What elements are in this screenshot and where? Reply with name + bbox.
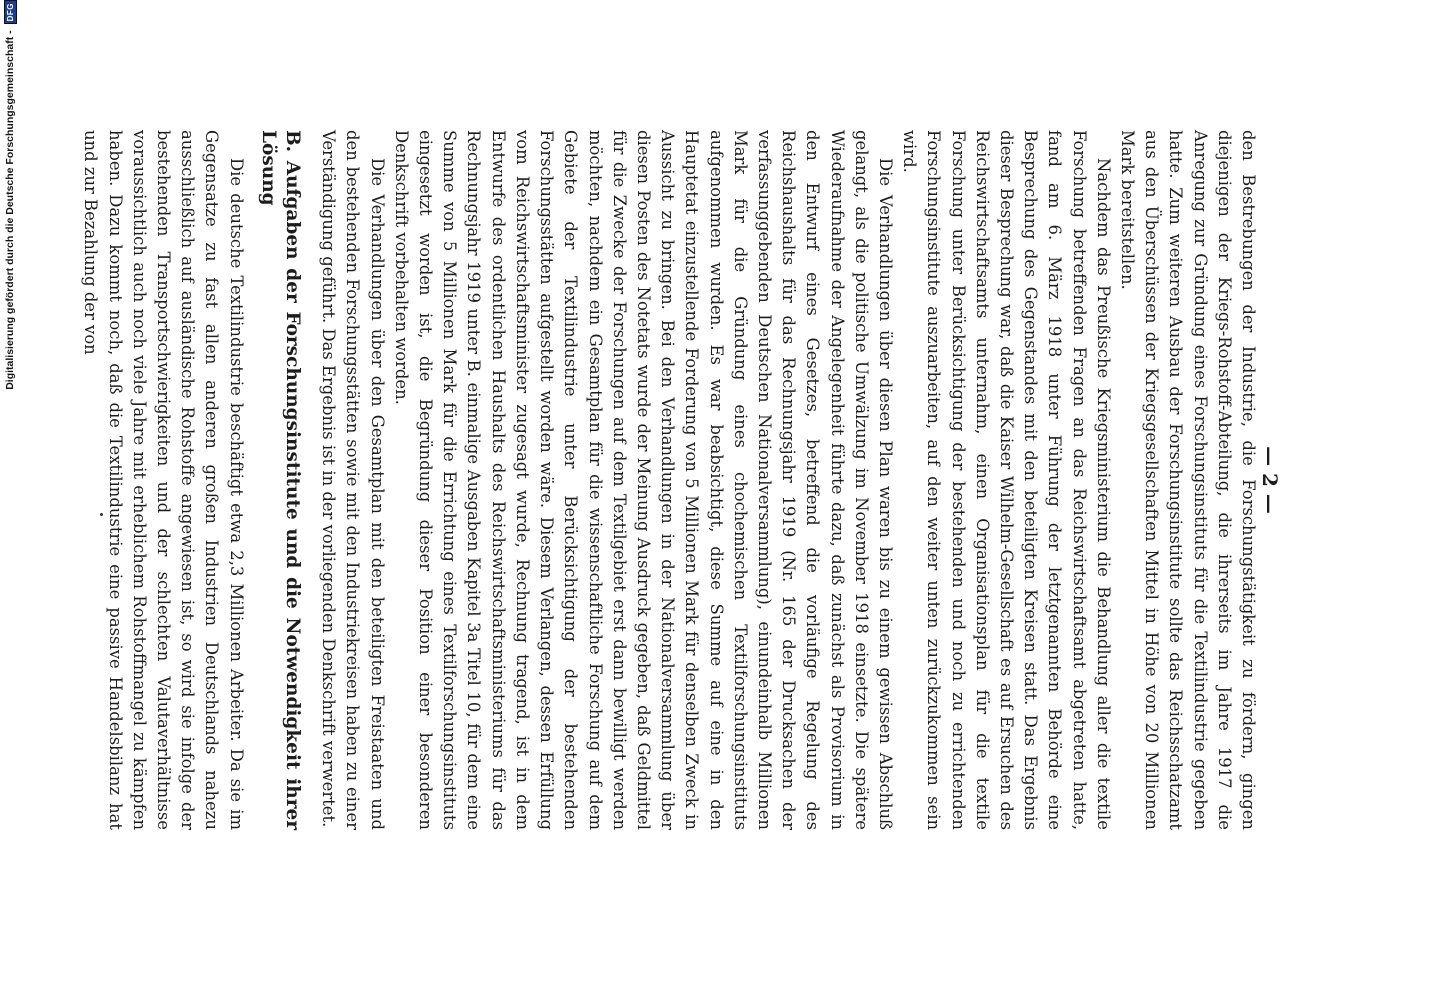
digitization-credit [3,0,17,996]
dfg-logo: DFG [4,0,17,24]
paragraph-3: Die Verhandlungen über diesen Plan waren bis zu einem gewissen Abschluß gelangt, als die politische Umwälzung im November 1918 einsetzte. Die spätere Wiederaufnahme der Angelegenheit führte dazu, daß zunächst als Provisorium in den Entwurf eines Gesetzes, betreffend die vorläufige Regelung des Reichshaushalts für das Rechnungsjahr 1919 (Nr. 165 der Drucksachen der verfassunggebenden Deutschen Nationalversammlung), einundeinhalb Millionen Mark für die Gründung eines chochemischen Textilforschungsinstituts aufgenommen wurden. Es war beabsichtigt, diese Summe auf eine in den Hauptetat einzustellende Forderung von 5 Millionen Mark für denselben Zweck in Aussicht zu bringen. Bei den Verhandlungen in der Nationalversammlung über diesen Posten des Notetats wurde der Meinung Ausdruck gegeben, daß Geldmittel für die Zwecke der Forschungen auf dem Textilgebiet erst dann bewilligt werden möchten, nachdem ein Gesamtplan für die wissenschaftliche Forschung auf dem Gebiete der Textilindustrie unter Berücksichtigung der bestehenden Forschungsstätten aufgestellt worden wäre. Diesem Verlangen, dessen Erfüllung vom Reichswirtschaftsminister zugesagt wurde, Rechnung tragend, ist in dem Entwurfe des ordentlichen Haushalts des Reichswirtschaftsministeriums für das Rechnungsjahr 1919 unter B. einmalige Ausgaben Kapitel 3a Titel 10, für dem eine Summe von 5 Millionen Mark für die Errichtung eines Textilforschungsinstituts eingesetzt worden ist, die Begründung dieser Position einer besonderen Denkschrift vorbehalten worden. [391,130,895,830]
document-body [78,130,1260,830]
paragraph-1: den Bestrebungen der Industrie, die Forschungstätigkeit zu fördern, gingen diejenigen der Kriegs-Rohstoff-Abteilung, die ihrerseits im Jahre 1917 die Anregung zur Gründung eines Forschungsinstituts für die Textilindustrie gegeben hatte. Zum weiteren Ausbau der Forschungsinstitute sollte das Reichsschatzamt aus den Überschüssen der Kriegsgesellschaften Mittel in Höhe von 20 Millionen Mark bereitstellen. [1117,130,1258,830]
section-heading [256,130,304,830]
section-letter: B. [282,130,304,153]
page-number: — 2 — [1258,446,1282,514]
credit-text: Digitalisierung gefördert durch die Deutsche Forschungsgemeinschaft - [4,30,16,390]
section-title: Aufgaben der Forschungsinstitute und die Notwendigkeit ihrer Lösung [257,130,304,830]
paragraph-5: Die deutsche Textilindustrie beschäftigt etwa 2,3 Millionen Arbeiter. Da sie im Gegensatze zu fast allen anderen großen Industrien Deutschlands nahezu ausschließlich auf ausländische Rohstoffe angewiesen ist, so wird sie infolge der bestehenden Transportschwierigkeiten und der schlechten Valutaverhältnisse voraussichtlich auch noch viele Jahre mit erheblichem Rohstoffmangel zu kämpfen haben. Dazu kommt noch, daß die Textilindustrie eine passive Handelsbilanz hat und zur Bezahlung der von [81,130,246,830]
rotated-document-page [81,130,1282,830]
paragraph-2: Nachdem das Preußische Kriegsministerium die Behandlung aller die textile Forschung betreffenden Fragen an das Reichswirtschaftsamt abgetreten hatte, fand am 6. März 1918 unter Führung der letztgenannten Behörde eine Besprechung des Gegenstandes mit den beteiligten Kreisen statt. Das Ergebnis dieser Besprechung war, daß die Kaiser Wilhelm-Gesellschaft es auf Ersuchen des Reichswirtschaftsamts unternahm, einen Organisationsplan für die textile Forschung unter Berücksichtigung der bestehenden und noch zu errichtenden Forschungsinstitute auszuarbeiten, auf den weiter unten zurückzukommen sein wird. [900,130,1113,830]
paragraph-4: Die Verhandlungen über den Gesamtplan mit den beteiligten Freistaaten und den bestehenden Forschungsstätten sowie mit den Industriekreisen haben zu einer Verständigung geführt. Das Ergebnis ist in der vorliegenden Denkschrift verwertet. [319,130,387,830]
